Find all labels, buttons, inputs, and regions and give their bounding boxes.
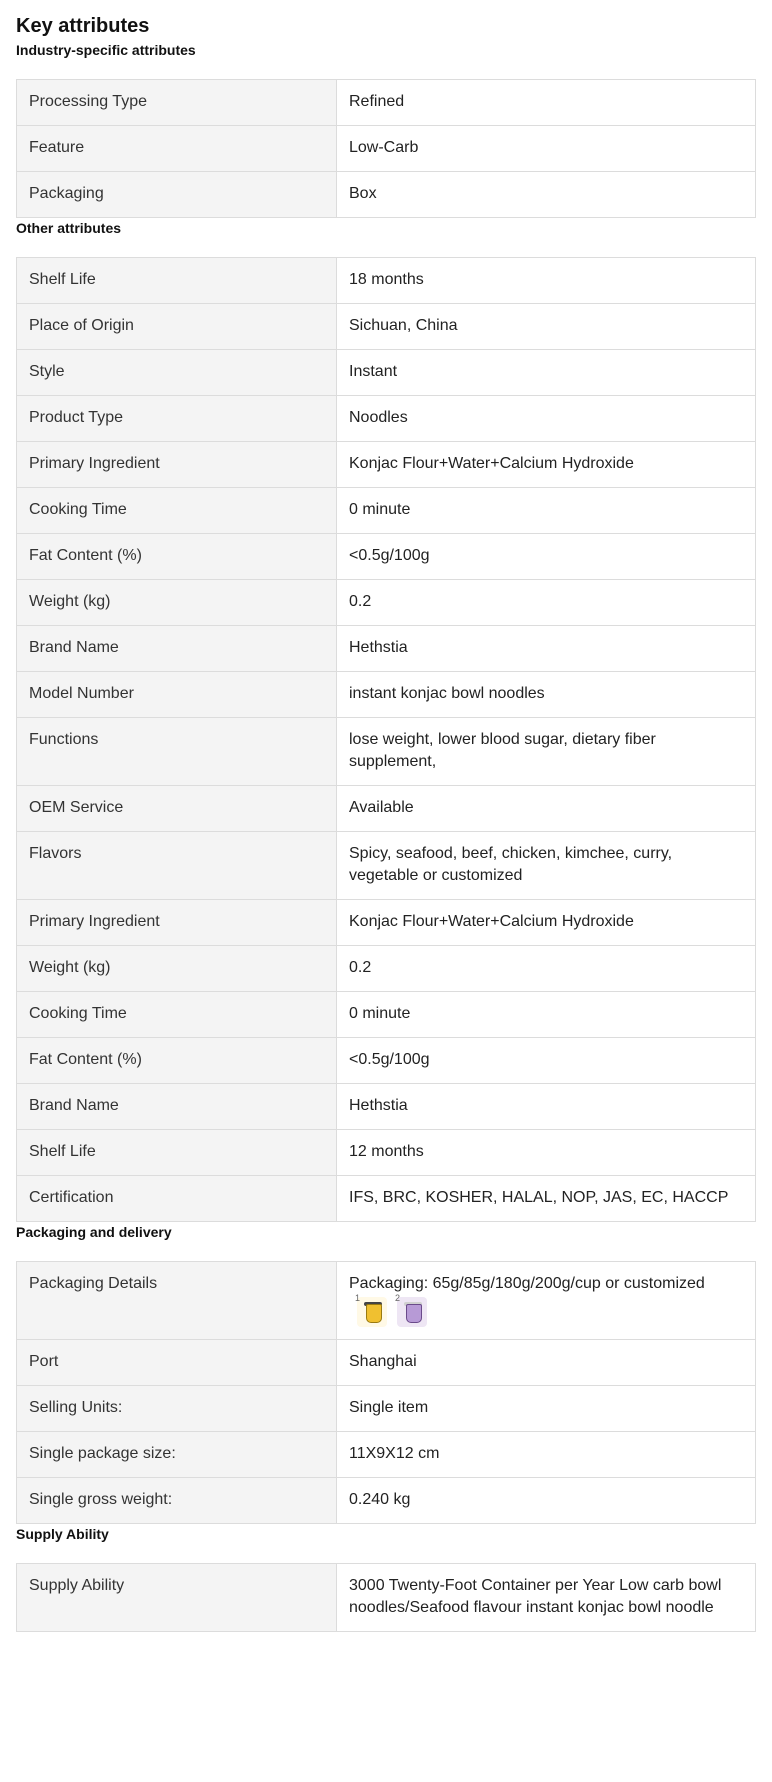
attribute-key: Selling Units: bbox=[17, 1386, 337, 1432]
attribute-key: Brand Name bbox=[17, 626, 337, 672]
table-row bbox=[17, 832, 756, 900]
table-row bbox=[17, 442, 756, 488]
attributes-table-industry bbox=[16, 79, 756, 218]
attributes-table-other bbox=[16, 257, 756, 1222]
table-row bbox=[17, 672, 756, 718]
attribute-value: 11X9X12 cm bbox=[337, 1432, 756, 1478]
table-row bbox=[17, 786, 756, 832]
table-row bbox=[17, 1262, 756, 1340]
attribute-value: Refined bbox=[337, 80, 756, 126]
attribute-key: Primary Ingredient bbox=[17, 900, 337, 946]
packaging-thumbnails bbox=[355, 1293, 743, 1327]
table-row bbox=[17, 126, 756, 172]
attribute-key: Flavors bbox=[17, 832, 337, 900]
attribute-value: Shanghai bbox=[337, 1340, 756, 1386]
attribute-key: Shelf Life bbox=[17, 1130, 337, 1176]
attribute-key: Feature bbox=[17, 126, 337, 172]
section-heading-packaging: Packaging and delivery bbox=[16, 1224, 172, 1240]
attributes-table-packaging bbox=[16, 1261, 756, 1524]
table-row bbox=[17, 1432, 756, 1478]
attribute-value: Box bbox=[337, 172, 756, 218]
table-row bbox=[17, 1130, 756, 1176]
attribute-key: Primary Ingredient bbox=[17, 442, 337, 488]
table-row bbox=[17, 1176, 756, 1222]
attribute-key: Weight (kg) bbox=[17, 946, 337, 992]
attribute-key: Functions bbox=[17, 718, 337, 786]
attribute-value: instant konjac bowl noodles bbox=[337, 672, 756, 718]
table-row bbox=[17, 626, 756, 672]
attribute-value: 3000 Twenty-Foot Container per Year Low carb bowl noodles/Seafood flavour instant konjac bowl noodle bbox=[337, 1564, 756, 1632]
attribute-value: IFS, BRC, KOSHER, HALAL, NOP, JAS, EC, HACCP bbox=[337, 1176, 756, 1222]
table-row bbox=[17, 172, 756, 218]
attribute-key: Cooking Time bbox=[17, 488, 337, 534]
attribute-value: Low-Carb bbox=[337, 126, 756, 172]
attribute-value: Noodles bbox=[337, 396, 756, 442]
section-heading-supply: Supply Ability bbox=[16, 1526, 109, 1542]
table-row bbox=[17, 580, 756, 626]
table-row bbox=[17, 900, 756, 946]
table-row bbox=[17, 1564, 756, 1632]
attribute-value: Konjac Flour+Water+Calcium Hydroxide bbox=[337, 900, 756, 946]
attribute-value: 0.2 bbox=[337, 946, 756, 992]
attribute-key: Packaging Details bbox=[17, 1262, 337, 1340]
attribute-value: Konjac Flour+Water+Calcium Hydroxide bbox=[337, 442, 756, 488]
attribute-value: Hethstia bbox=[337, 1084, 756, 1130]
attribute-value: Spicy, seafood, beef, chicken, kimchee, curry, vegetable or customized bbox=[337, 832, 756, 900]
attribute-value: 0.240 kg bbox=[337, 1478, 756, 1524]
attribute-key: Single gross weight: bbox=[17, 1478, 337, 1524]
noodle-cup-thumbnail-icon[interactable] bbox=[355, 1293, 387, 1327]
attribute-key: Shelf Life bbox=[17, 258, 337, 304]
attribute-value: 0 minute bbox=[337, 488, 756, 534]
table-row bbox=[17, 1478, 756, 1524]
section-heading-industry: Industry-specific attributes bbox=[16, 42, 196, 58]
noodle-cup-thumbnail-icon[interactable] bbox=[395, 1293, 427, 1327]
attribute-value: 18 months bbox=[337, 258, 756, 304]
attribute-key: Supply Ability bbox=[17, 1564, 337, 1632]
attribute-value: Sichuan, China bbox=[337, 304, 756, 350]
table-row bbox=[17, 258, 756, 304]
attribute-key: Place of Origin bbox=[17, 304, 337, 350]
attribute-value: 0.2 bbox=[337, 580, 756, 626]
table-row bbox=[17, 80, 756, 126]
attribute-value: <0.5g/100g bbox=[337, 1038, 756, 1084]
attribute-value: Hethstia bbox=[337, 626, 756, 672]
table-row bbox=[17, 1386, 756, 1432]
attribute-key: OEM Service bbox=[17, 786, 337, 832]
attribute-value: 0 minute bbox=[337, 992, 756, 1038]
attribute-value: Available bbox=[337, 786, 756, 832]
table-row bbox=[17, 396, 756, 442]
table-row bbox=[17, 946, 756, 992]
packaging-details-text: Packaging: 65g/85g/180g/200g/cup or customized bbox=[349, 1275, 705, 1292]
table-row bbox=[17, 992, 756, 1038]
attribute-key: Fat Content (%) bbox=[17, 534, 337, 580]
attribute-key: Brand Name bbox=[17, 1084, 337, 1130]
table-row bbox=[17, 718, 756, 786]
table-row bbox=[17, 1340, 756, 1386]
attribute-key: Weight (kg) bbox=[17, 580, 337, 626]
table-row bbox=[17, 534, 756, 580]
attribute-key: Single package size: bbox=[17, 1432, 337, 1478]
section-heading-other: Other attributes bbox=[16, 220, 122, 236]
attribute-key: Cooking Time bbox=[17, 992, 337, 1038]
attribute-value: <0.5g/100g bbox=[337, 534, 756, 580]
attribute-value: 12 months bbox=[337, 1130, 756, 1176]
attribute-key: Model Number bbox=[17, 672, 337, 718]
attribute-value: Instant bbox=[337, 350, 756, 396]
attribute-key: Port bbox=[17, 1340, 337, 1386]
table-row bbox=[17, 304, 756, 350]
attribute-value: lose weight, lower blood sugar, dietary fiber supplement, bbox=[337, 718, 756, 786]
page-title: Key attributes bbox=[16, 15, 150, 37]
attribute-key: Product Type bbox=[17, 396, 337, 442]
attribute-key: Style bbox=[17, 350, 337, 396]
attribute-value: Single item bbox=[337, 1386, 756, 1432]
attribute-key: Certification bbox=[17, 1176, 337, 1222]
attribute-key: Packaging bbox=[17, 172, 337, 218]
table-row bbox=[17, 350, 756, 396]
table-row bbox=[17, 1084, 756, 1130]
attribute-key: Processing Type bbox=[17, 80, 337, 126]
table-row bbox=[17, 1038, 756, 1084]
attribute-value bbox=[337, 1262, 756, 1340]
attribute-key: Fat Content (%) bbox=[17, 1038, 337, 1084]
thumbnail-number: 2 bbox=[395, 1293, 401, 1303]
thumbnail-number: 1 bbox=[355, 1293, 361, 1303]
table-row bbox=[17, 488, 756, 534]
attributes-table-supply bbox=[16, 1563, 756, 1632]
